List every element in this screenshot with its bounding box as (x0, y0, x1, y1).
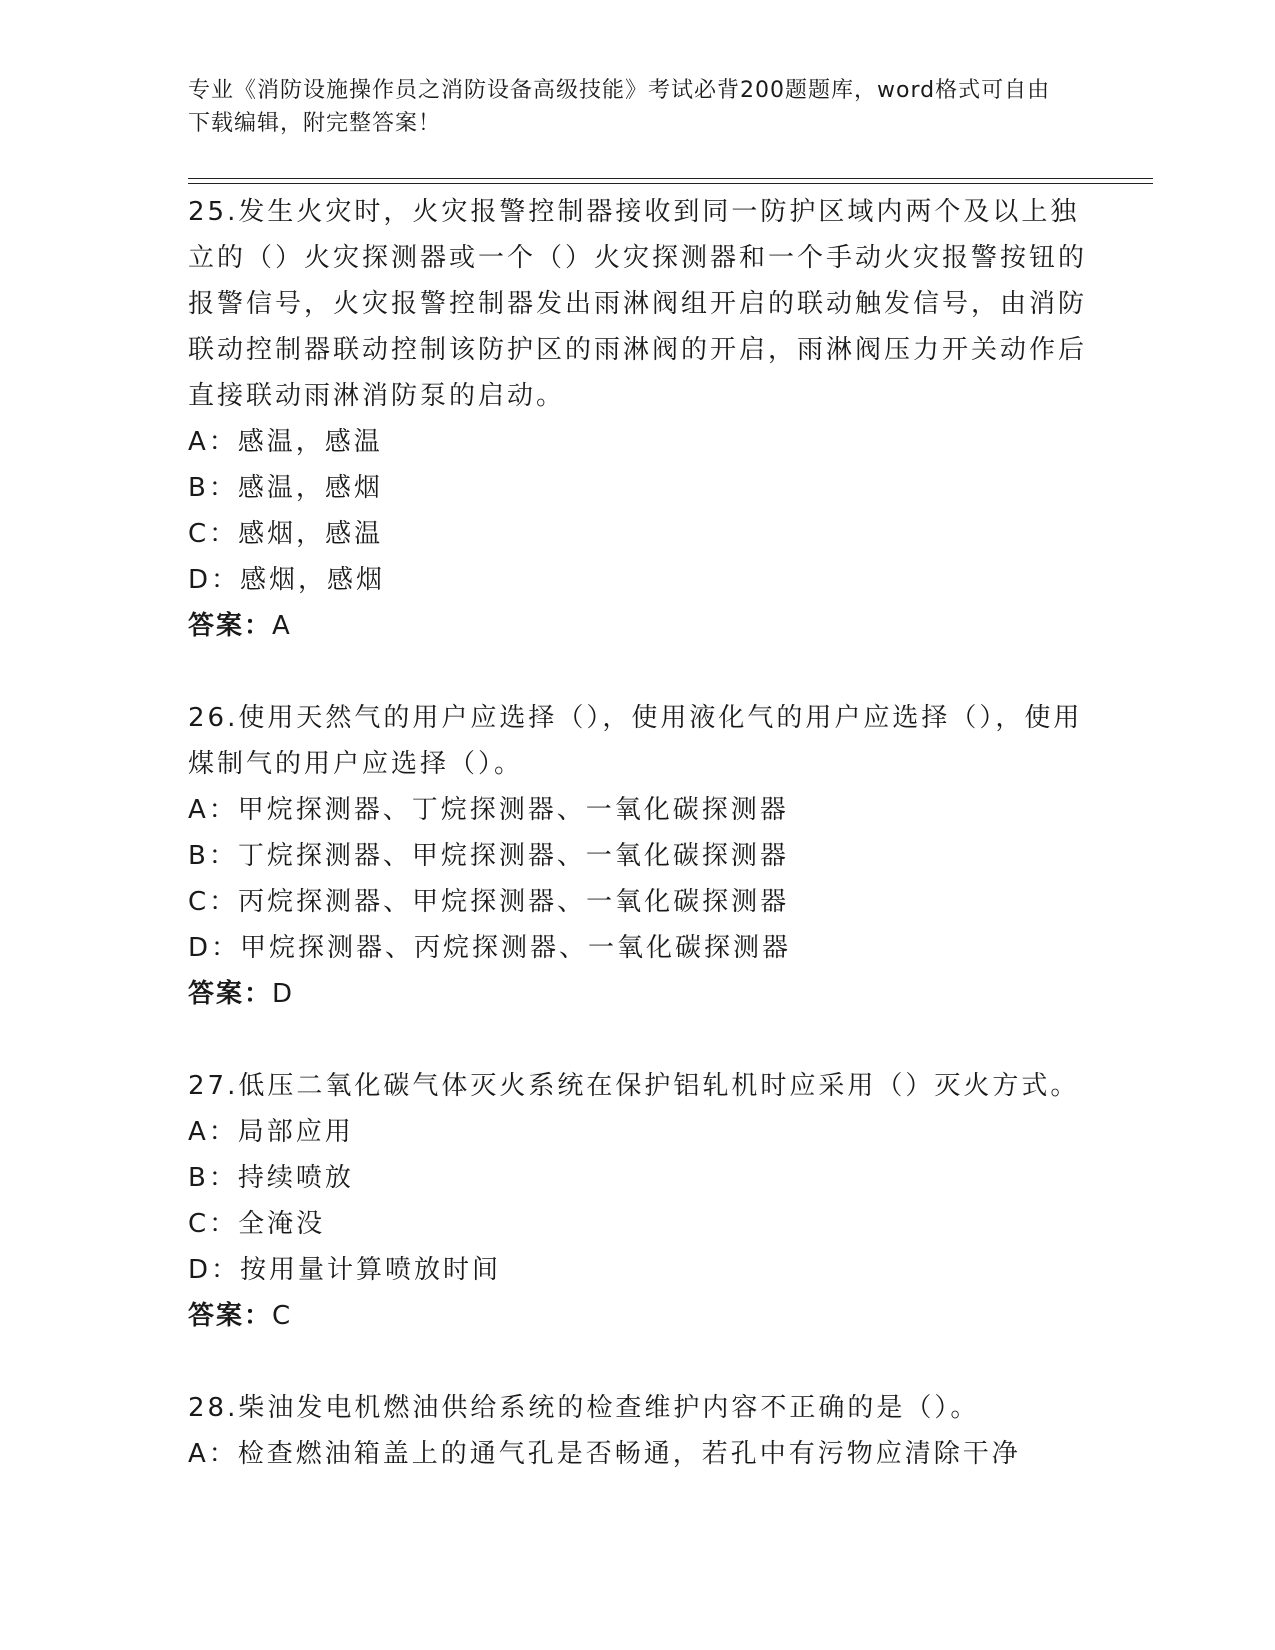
option-a: A：感温，感温 (188, 427, 383, 457)
option-a: A：局部应用 (188, 1117, 354, 1147)
option-c: C：丙烷探测器、甲烷探测器、一氧化碳探测器 (188, 887, 790, 917)
question-stem: 25.发生火灾时，火灾报警控制器接收到同一防护区域内两个及以上独立的（）火灾探测器或一个（）火灾探测器和一个手动火灾报警按钮的报警信号，火灾报警控制器发出雨淋阀组开启的联动触发信号，由消防联动控制器联动控制该防护区的雨淋阀的开启，雨淋阀压力开关动作后直接联动雨淋消防泵的启动。 (188, 197, 1088, 411)
question-stem: 26.使用天然气的用户应选择（），使用液化气的用户应选择（），使用煤制气的用户应选择（）。 (188, 703, 1083, 779)
question-stem: 28.柴油发电机燃油供给系统的检查维护内容不正确的是（）。 (188, 1393, 980, 1423)
option-b: B：感温，感烟 (188, 473, 383, 503)
answer-line (188, 1293, 1088, 1339)
question-stem: 27.低压二氧化碳气体灭火系统在保护铝轧机时应采用（）灭火方式。 (188, 1071, 1080, 1101)
option-d: D：感烟，感烟 (188, 565, 386, 595)
question-28 (188, 1385, 1088, 1477)
answer-line (188, 971, 1088, 1017)
option-a: A：检查燃油箱盖上的通气孔是否畅通，若孔中有污物应清除干净 (188, 1439, 1021, 1469)
question-27 (188, 1063, 1088, 1339)
option-a: A：甲烷探测器、丁烷探测器、一氧化碳探测器 (188, 795, 789, 825)
answer-label: 答案： (188, 611, 273, 641)
option-c: C：全淹没 (188, 1209, 326, 1239)
option-d: D：甲烷探测器、丙烷探测器、一氧化碳探测器 (188, 933, 792, 963)
question-26 (188, 695, 1088, 1017)
answer-value: D (272, 979, 295, 1009)
option-c: C：感烟，感温 (188, 519, 384, 549)
option-d: D：按用量计算喷放时间 (188, 1255, 502, 1285)
option-b: B：丁烷探测器、甲烷探测器、一氧化碳探测器 (188, 841, 789, 871)
question-25 (188, 189, 1088, 649)
answer-value: C (272, 1301, 293, 1331)
answer-label: 答案： (188, 979, 273, 1009)
header-divider-line (188, 178, 1153, 179)
header-divider-line-2 (188, 183, 1153, 184)
option-b: B：持续喷放 (188, 1163, 354, 1193)
document-header: 专业《消防设施操作员之消防设备高级技能》考试必背200题题库，word格式可自由下载编辑，附完整答案！ (188, 78, 1051, 136)
answer-value: A (272, 611, 292, 641)
answer-line (188, 603, 1088, 649)
answer-label: 答案： (188, 1301, 273, 1331)
question-list (188, 189, 1088, 1523)
